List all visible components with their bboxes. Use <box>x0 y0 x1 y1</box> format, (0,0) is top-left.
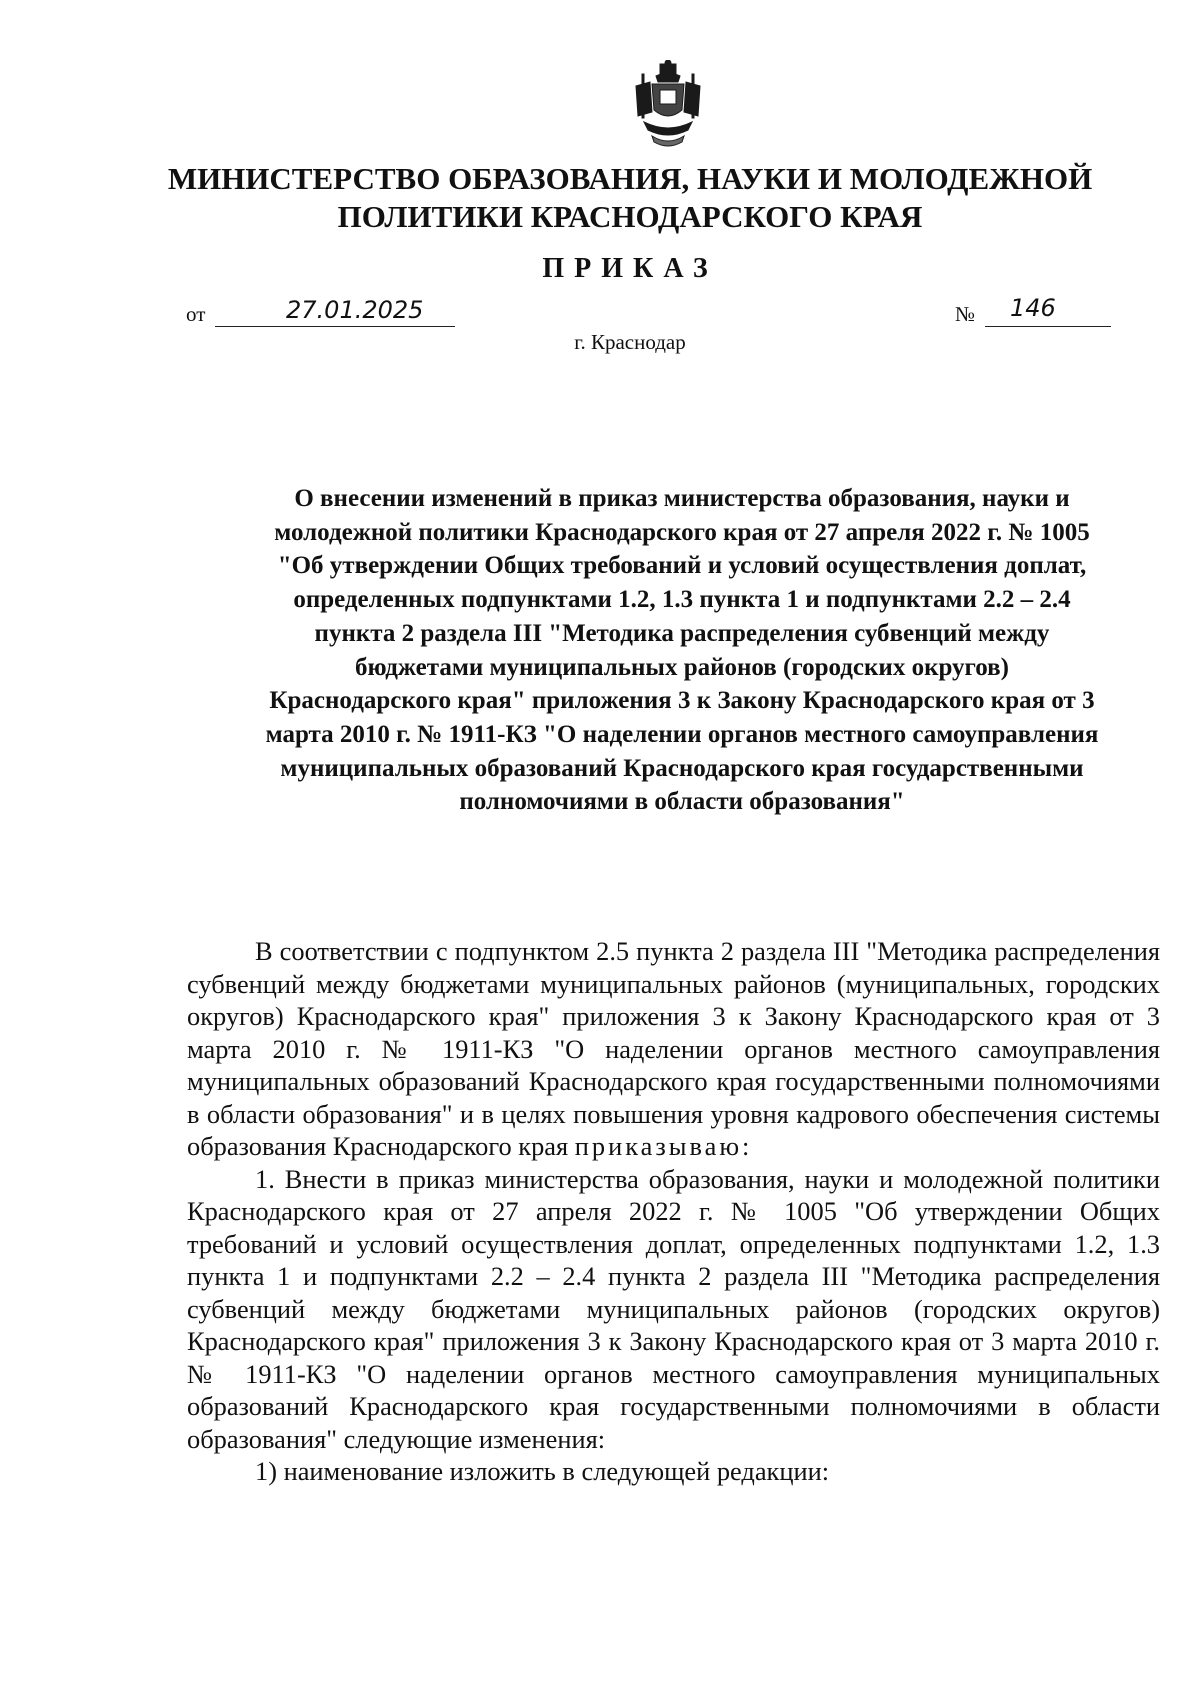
date-prefix: от <box>186 302 206 326</box>
order-subject: О внесении изменений в приказ министерства образования, науки и молодежной политики Краснодарского края от 27 апреля 2022 г. № 1005 "Об утверждении Общих требований и условий осуществления доплат, определенных подпунктами 1.2, 1.3 пункта 1 и подпунктами 2.2 – 2.4 пункта 2 раздела III "Методика распределения субвенций между бюджетами муниципальных районов (городских округов) Краснодарского края" приложения 3 к Закону Краснодарского края от 3 марта 2010 г. № 1911-КЗ "О наделении органов местного самоуправления муниципальных образований Краснодарского края государственными полномочиями в области образования" <box>265 485 1099 816</box>
document-type-title: ПРИКАЗ <box>542 253 718 284</box>
number-underline <box>985 326 1111 327</box>
order-number-field <box>955 296 1155 330</box>
preamble-text: В соответствии с подпунктом 2.5 пункта 2 раздела III "Методика распределения субвенций между бюджетами муниципальных районов (муниципальных, городских округов) Краснодарского края" приложения 3 к Закону Краснодарского края от 3 марта 2010 г. № 1911-КЗ "О наделении органов местного самоуправления муниципальных образований Краснодарского края государственными полномочиями в области образования" и в целях повышения уровня кадрового обеспечения системы образования Краснодарского края <box>187 936 1160 1161</box>
order-word: приказываю: <box>574 1131 753 1161</box>
city-name: г. Краснодар <box>574 330 686 354</box>
date-underline <box>215 326 455 327</box>
number-prefix: № <box>955 302 976 326</box>
handwritten-date: 27.01.2025 <box>286 296 424 324</box>
order-body <box>187 935 1160 1488</box>
preamble-paragraph <box>187 935 1160 1163</box>
handwritten-number: 146 <box>1010 294 1056 322</box>
ministry-name: МИНИСТЕРСТВО ОБРАЗОВАНИЯ, НАУКИ И МОЛОДЕЖНОЙ ПОЛИТИКИ КРАСНОДАРСКОГО КРАЯ <box>167 161 1093 234</box>
subitem-1-paragraph: 1) наименование изложить в следующей редакции: <box>255 1456 830 1486</box>
order-date-field <box>186 296 486 330</box>
coat-of-arms-emblem <box>630 60 706 150</box>
item-1-paragraph: 1. Внести в приказ министерства образования, науки и молодежной политики Краснодарского края от 27 апреля 2022 г. № 1005 "Об утверждении Общих требований и условий осуществления доплат, определенных подпунктами 1.2, 1.3 пункта 1 и подпунктами 2.2 – 2.4 пункта 2 раздела III "Методика распределения субвенций между бюджетами муниципальных районов (городских округов) Краснодарского края" приложения 3 к Закону Краснодарского края от 3 марта 2010 г. № 1911-КЗ "О наделении органов местного самоуправления муниципальных образований Краснодарского края государственными полномочиями в области образования" следующие изменения: <box>187 1163 1160 1454</box>
